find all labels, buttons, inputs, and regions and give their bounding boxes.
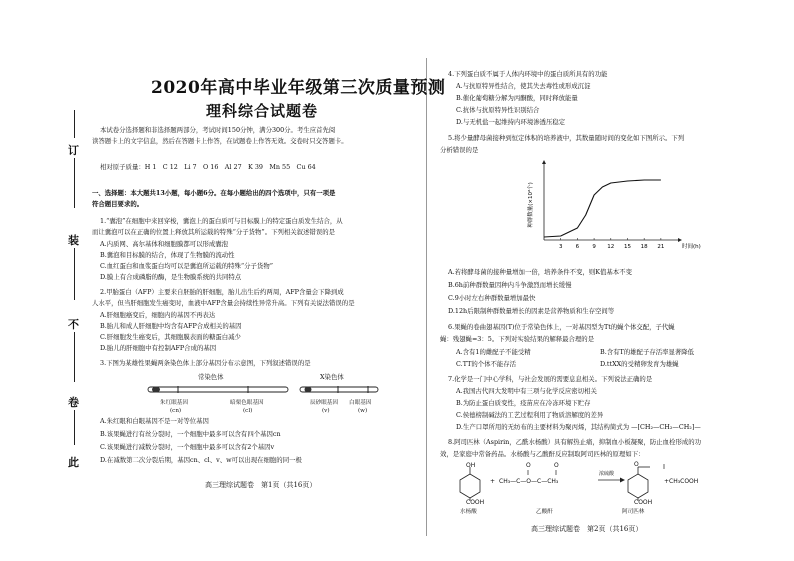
y-axis-label: 种群数量(×10²个) — [528, 182, 534, 228]
gene-label: 朱红眼基因 — [160, 400, 188, 406]
question-option: A.内质网、高尔基体和细胞膜都可以形成囊泡 — [100, 240, 229, 248]
margin-rule — [74, 158, 75, 208]
question-option: D.膜上有合成磷脂的酶，是生物膜系统的共同特点 — [100, 273, 242, 281]
gene-label: 暗栗色眼基因 — [230, 400, 264, 406]
question-option: C.抗体与抗原特异性识别结合 — [456, 106, 540, 114]
chart-layer — [526, 160, 701, 250]
question-option: D.生产口罩所用的无纺布的主要材料为聚丙烯，其结构简式为 —[CH₂—CH₂—CH₂]— — [456, 423, 701, 431]
question-option: C.TT的个体不能存活 — [456, 360, 517, 368]
formula-piece: +CH₃COOH — [664, 478, 699, 485]
question-option: A.我国古代四大发明中有三项与化学反应密切相关 — [456, 387, 597, 395]
question-option: C.肝细胞发生癌变后，其细胞膜表面的糖蛋白减少 — [100, 333, 241, 341]
page-footer: 高三理综试题卷 第2页（共16页） — [531, 525, 643, 533]
question-option: B.囊泡和目标膜的结合，体现了生物膜的流动性 — [100, 251, 235, 259]
margin-char: 此 — [68, 456, 79, 469]
question-stem: 6.果蝇的卷曲翅基因(T)位于常染色体上，一对基因型为Tt的蝇个体交配，子代蝇 — [448, 323, 675, 331]
question-option: D.胎儿的肝细胞中有控制AFP合成的基因 — [100, 344, 217, 352]
margin-char: 不 — [68, 318, 79, 331]
gene-label: 白眼基因 — [349, 400, 372, 406]
question-stem: 蝇：残翅蝇=3：5。下列对实验结果的解释最合理的是 — [440, 335, 595, 343]
x-tick-label: 18 — [640, 244, 648, 250]
binding-margin — [64, 144, 82, 469]
question-option: A.含有1的雌配子不能受精 — [456, 348, 531, 356]
margin-char: 卷 — [68, 396, 79, 409]
atomic-mass-line: 相对原子质量：H 1 C 12 Li 7 O 16 Al 27 K 39 Mn 55 Cu 64 — [100, 163, 316, 171]
formula-piece: O — [554, 462, 559, 469]
page-subtitle: 理科综合试题卷 — [206, 102, 319, 120]
y-axis-arrow — [542, 160, 546, 164]
x-tick-label: 9 — [592, 244, 596, 250]
chromosome-label: 常染色体 — [198, 373, 224, 381]
question-stem: 3.下图为某雄性果蝇两条染色体上部分基因分布示意图，下列叙述错误的是 — [100, 359, 311, 367]
section-heading: 符合题目要求的。 — [92, 200, 144, 208]
intro-line: 本试卷分选择题和非选择题两部分，考试时间150分钟，满分300分。考生应首先阅 — [100, 126, 336, 134]
margin-rule — [74, 248, 75, 300]
question-stem: 分析错误的是 — [440, 146, 479, 154]
page-footer: 高三理综试题卷 第1页（共16页） — [205, 481, 317, 489]
question-stem: 1.“囊泡”在细胞中来回穿梭，囊泡上的蛋白质可与目标膜上的特定蛋白质发生结合，从 — [100, 217, 343, 225]
question-option: B.胎儿和成人肝细胞中均含有AFP合成相关的基因 — [100, 322, 242, 330]
question-option: D.在减数第二次分裂后期，基因cn、cl、v、w可以出现在细胞的同一极 — [100, 456, 302, 464]
question-option: C.9小时左右种群数量增加最快 — [448, 294, 536, 302]
question-option: D.与无机盐一起维持内环境渗透压稳定 — [456, 118, 566, 126]
question-stem: 效，是家庭中常备药品。水杨酸与乙酸酐反应制取阿司匹林的原理如下： — [440, 450, 645, 458]
question-option: B.为防止蛋白质变性，疫苗应在冷冻环境下贮存 — [456, 399, 591, 407]
question-option: A.若将酵母菌的接种量增加一倍，培养条件不变，则K值基本不变 — [448, 268, 632, 276]
formula-piece: COOH — [634, 499, 653, 506]
question-option: B.该果蝇进行有丝分裂时，一个细胞中最多可以含有四个基因cn — [100, 430, 281, 438]
margin-char: 订 — [68, 144, 79, 157]
gene-label: 辰砂眼基因 — [310, 400, 338, 406]
compound-label: 水杨酸 — [460, 509, 477, 515]
x-tick-label: 3 — [558, 244, 563, 250]
formula-piece: CH₃—C—O—C—CH₃ — [499, 478, 559, 485]
margin-rule — [74, 110, 75, 138]
formula-piece: O — [634, 461, 639, 468]
reaction-condition: 浓硫酸 — [599, 471, 615, 477]
page-divider — [426, 58, 427, 536]
chromosome-figure — [140, 382, 380, 398]
margin-rule — [74, 332, 75, 382]
growth-chart — [522, 160, 701, 256]
question-option: D.12h后限制种群数量增长的因素是营养物质和生存空间等 — [448, 307, 615, 315]
chromosome-label: X染色体 — [320, 373, 344, 381]
question-option: C.侯德榜制碱法的工艺过程利用了物质溶解度的差异 — [456, 411, 604, 419]
formula-piece: O — [526, 462, 531, 469]
compound-label: 阿司匹林 — [622, 509, 645, 515]
question-option: C.该果蝇进行减数分裂时，一个细胞中最多可以含有2个基因v — [100, 443, 275, 451]
question-stem: 人水平，但当肝细胞发生癌变时，血液中AFP含量会持续性异常升高。下列有关说法错误的是 — [92, 299, 355, 307]
question-option: A.朱红眼和白眼基因不是一对等位基因 — [100, 417, 209, 425]
growth-curve — [544, 180, 661, 237]
compound-label: 乙酸酐 — [536, 509, 553, 515]
gene-symbol: (cl) — [243, 408, 253, 414]
intro-line: 读答题卡上的文字信息，然后在答题卡上作答，在试题卷上作答无效。交卷时只交答题卡。 — [92, 137, 348, 145]
formula-piece: COOH — [466, 499, 485, 506]
gene-symbol: (v) — [322, 408, 330, 414]
x-tick-label: 12 — [607, 244, 615, 250]
gene-symbol: (cn) — [170, 408, 182, 414]
x-tick-label: 15 — [623, 244, 631, 250]
x-tick-label: 21 — [657, 244, 665, 250]
question-option: C.血红蛋白和血浆蛋白均可以是囊泡所运载的特殊“分子货物” — [100, 262, 273, 270]
question-stem: 2.甲胎蛋白（AFP）主要来自胚胎的肝细胞，胎儿出生后约两周，AFP含量会下降到成 — [100, 288, 344, 296]
question-option: B.含有T的雄配子存活率显著降低 — [600, 348, 695, 356]
question-option: A.与抗原特异性结合，使其失去毒性或形成沉淀 — [456, 82, 591, 90]
question-stem: 4.下列蛋白质不属于人体内环境中的蛋白质所具有的功能 — [448, 70, 608, 78]
question-option: B.6h前种群数量因种内斗争激烈而增长缓慢 — [448, 281, 572, 289]
formula-piece: + — [490, 478, 496, 485]
question-stem: 8.阿司匹林（Aspirin，乙酰水杨酸）具有解热止痛，抑制血小板凝聚，防止血栓形成的功 — [448, 438, 702, 446]
question-stem: 而让囊泡可以在正确的位置上释放其所运载的特殊“分子货物”。下列相关叙述错误的是 — [92, 228, 335, 236]
question-option: B.催化葡萄糖分解为丙酮酸，同时释放能量 — [456, 94, 578, 102]
question-stem: 5.将少量酵母菌接种到恒定体积的培养液中，其数量随时间的变化如下图所示。下列 — [448, 134, 685, 142]
gene-symbol: (w) — [358, 408, 368, 414]
margin-rule — [74, 410, 75, 445]
question-stem: 7.化学是一门中心学科，与社会发展的需要息息相关。下列说法正确的是 — [448, 375, 653, 383]
section-heading: 一、选择题：本大题共13小题，每小题6分。在每小题给出的四个选项中，只有一项是 — [92, 189, 336, 197]
formula-piece: OH — [466, 462, 476, 469]
question-option: D.ttXX的受精卵发育为雄蝇 — [600, 360, 679, 368]
x-axis-arrow — [678, 238, 682, 242]
x-tick-label: 6 — [575, 244, 580, 250]
page-title: 2020年高中毕业年级第三次质量预测 — [151, 78, 446, 98]
margin-char: 装 — [68, 234, 79, 247]
question-option: A.肝细胞癌变后，细胞内的基因不再表达 — [100, 311, 216, 319]
x-axis-label: 时间(h) — [682, 244, 701, 250]
